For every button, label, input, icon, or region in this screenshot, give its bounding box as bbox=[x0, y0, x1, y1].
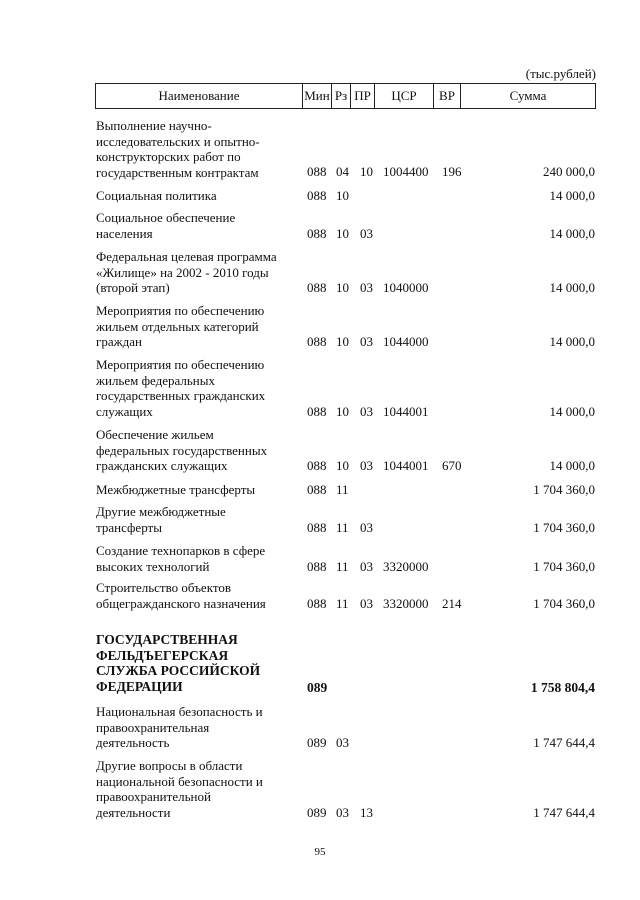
row-csr: 3320000 bbox=[383, 596, 429, 612]
row-name: Мероприятия по обеспечению жильем отдельных категорий граждан bbox=[96, 303, 265, 350]
row-vr: 196 bbox=[442, 164, 462, 180]
row-min: 088 bbox=[307, 596, 327, 612]
row-sum: 14 000,0 bbox=[549, 188, 595, 204]
row-rz: 10 bbox=[336, 280, 349, 296]
row-pr: 03 bbox=[360, 520, 373, 536]
row-csr: 1044001 bbox=[383, 458, 429, 474]
table-header bbox=[95, 83, 596, 109]
row-name: Другие межбюджетные трансферты bbox=[96, 504, 226, 535]
row-sum: 1 704 360,0 bbox=[533, 482, 595, 498]
row-sum: 1 747 644,4 bbox=[533, 805, 595, 821]
row-min: 088 bbox=[307, 164, 327, 180]
row-sum: 1 747 644,4 bbox=[533, 735, 595, 751]
row-rz: 11 bbox=[336, 482, 349, 498]
row-csr: 1044000 bbox=[383, 334, 429, 350]
row-rz: 11 bbox=[336, 520, 349, 536]
row-pr: 03 bbox=[360, 226, 373, 242]
row-min: 088 bbox=[307, 226, 327, 242]
row-rz: 11 bbox=[336, 559, 349, 575]
row-pr: 03 bbox=[360, 404, 373, 420]
row-name: Национальная безопасность и правоохранительная деятельность bbox=[96, 704, 263, 751]
header-name: Наименование bbox=[96, 84, 303, 108]
table-row bbox=[0, 504, 640, 536]
row-pr: 03 bbox=[360, 280, 373, 296]
row-rz: 10 bbox=[336, 226, 349, 242]
row-min: 089 bbox=[307, 680, 328, 696]
row-min: 088 bbox=[307, 188, 327, 204]
row-sum: 14 000,0 bbox=[549, 280, 595, 296]
row-sum: 14 000,0 bbox=[549, 334, 595, 350]
row-rz: 11 bbox=[336, 596, 349, 612]
row-csr: 3320000 bbox=[383, 559, 429, 575]
row-min: 088 bbox=[307, 520, 327, 536]
row-sum: 1 704 360,0 bbox=[533, 559, 595, 575]
row-csr: 1044001 bbox=[383, 404, 429, 420]
page-number: 95 bbox=[314, 846, 326, 858]
row-pr: 03 bbox=[360, 458, 373, 474]
row-rz: 10 bbox=[336, 188, 349, 204]
row-rz: 10 bbox=[336, 334, 349, 350]
table-row bbox=[0, 357, 640, 420]
header-vr: ВР bbox=[434, 84, 461, 108]
row-name: Другие вопросы в области национальной безопасности и правоохранительной деятельности bbox=[96, 758, 263, 820]
row-name: Межбюджетные трансферты bbox=[96, 482, 256, 497]
table-row bbox=[0, 249, 640, 296]
units-label: (тыс.рублей) bbox=[525, 66, 596, 81]
row-name: Выполнение научно- исследовательских и опытно- конструкторских работ по государственным контрактам bbox=[96, 118, 260, 180]
row-csr: 1040000 bbox=[383, 280, 429, 296]
table-row-bold bbox=[0, 632, 640, 696]
header-csr: ЦСР bbox=[375, 84, 434, 108]
table-row bbox=[0, 303, 640, 350]
row-csr: 1004400 bbox=[383, 164, 429, 180]
table-row bbox=[0, 482, 640, 498]
row-min: 088 bbox=[307, 404, 327, 420]
table-row bbox=[0, 188, 640, 204]
header-pr: ПР bbox=[351, 84, 375, 108]
header-sum: Сумма bbox=[509, 88, 547, 103]
header-min: Мин bbox=[303, 84, 332, 108]
table-row bbox=[0, 543, 640, 575]
row-min: 088 bbox=[307, 482, 327, 498]
row-name: Социальная политика bbox=[96, 188, 217, 203]
row-sum: 240 000,0 bbox=[543, 164, 595, 180]
row-name: Создание технопарков в сфере высоких технологий bbox=[96, 543, 266, 574]
row-rz: 10 bbox=[336, 404, 349, 420]
table-row bbox=[0, 580, 640, 612]
row-rz: 04 bbox=[336, 164, 349, 180]
table-row bbox=[0, 427, 640, 474]
row-sum: 1 704 360,0 bbox=[533, 520, 595, 536]
table-row bbox=[0, 704, 640, 751]
row-rz: 10 bbox=[336, 458, 349, 474]
table-row bbox=[0, 118, 640, 180]
table-row bbox=[0, 210, 640, 242]
row-name: Мероприятия по обеспечению жильем федеральных государственных гражданских служащих bbox=[96, 357, 266, 419]
row-name: Обеспечение жильем федеральных государственных гражданских служащих bbox=[96, 427, 268, 474]
row-min: 089 bbox=[307, 805, 327, 821]
table-row bbox=[0, 758, 640, 821]
row-sum: 14 000,0 bbox=[549, 404, 595, 420]
row-pr: 10 bbox=[360, 164, 373, 180]
row-name: Строительство объектов общегражданского назначения bbox=[96, 580, 266, 611]
row-min: 088 bbox=[307, 334, 327, 350]
row-pr: 13 bbox=[360, 805, 373, 821]
row-min: 088 bbox=[307, 559, 327, 575]
row-pr: 03 bbox=[360, 559, 373, 575]
header-rz: Рз bbox=[332, 84, 351, 108]
row-min: 088 bbox=[307, 458, 327, 474]
row-vr: 214 bbox=[442, 596, 462, 612]
row-pr: 03 bbox=[360, 596, 373, 612]
row-vr: 670 bbox=[442, 458, 462, 474]
row-sum: 1 704 360,0 bbox=[533, 596, 595, 612]
row-min: 089 bbox=[307, 735, 327, 751]
row-pr: 03 bbox=[360, 334, 373, 350]
row-rz: 03 bbox=[336, 735, 349, 751]
row-sum: 14 000,0 bbox=[549, 226, 595, 242]
row-sum: 1 758 804,4 bbox=[530, 680, 595, 696]
row-name: Федеральная целевая программа «Жилище» на 2002 - 2010 годы (второй этап) bbox=[96, 249, 277, 296]
row-rz: 03 bbox=[336, 805, 349, 821]
row-min: 088 bbox=[307, 280, 327, 296]
row-sum: 14 000,0 bbox=[549, 458, 595, 474]
row-name: Социальное обеспечение населения bbox=[96, 210, 236, 241]
row-name: ГОСУДАРСТВЕННАЯ ФЕЛЬДЪЕГЕРСКАЯ СЛУЖБА РОССИЙСКОЙ ФЕДЕРАЦИИ bbox=[96, 632, 261, 694]
